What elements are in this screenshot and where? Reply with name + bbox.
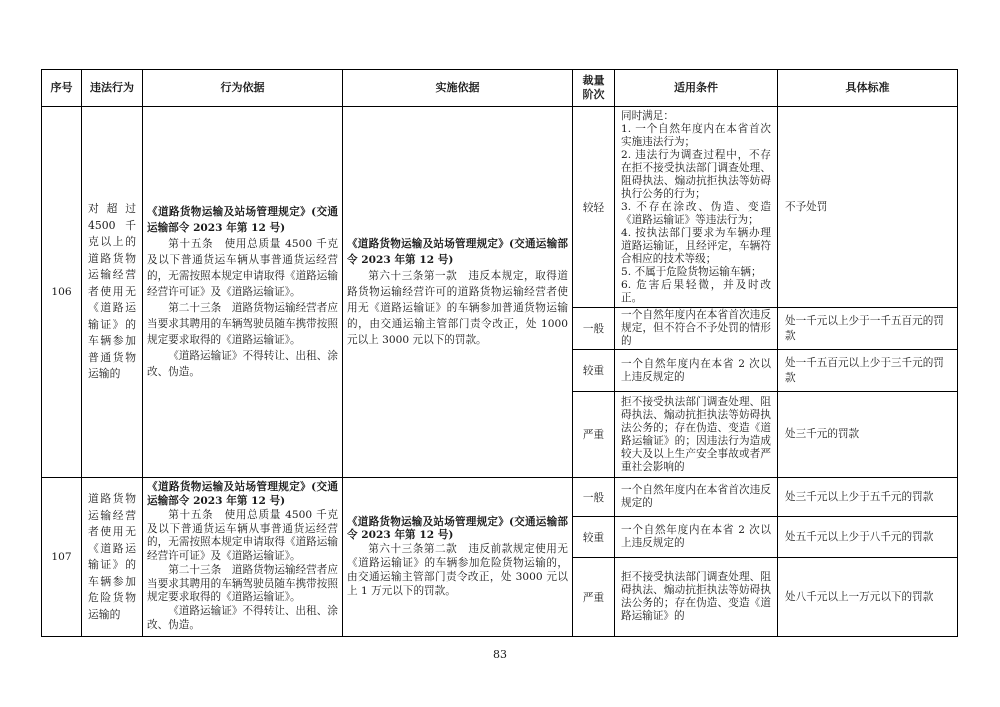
standard-text: 处一千五百元以上少于三千元的罚款: [785, 356, 944, 384]
regulation-title: 《道路货物运输及站场管理规定》(交通运输部令 2023 年第 12 号): [347, 238, 568, 266]
regulation-title: 《道路货物运输及站场管理规定》(交通运输部令 2023 年第 12 号): [147, 206, 338, 234]
header-cell-level: [573, 70, 615, 107]
header-cell-no: [42, 70, 82, 107]
row-107-enforcement: [343, 478, 573, 637]
conditions-text: [615, 484, 777, 510]
header-basis-label: 行为依据: [220, 81, 265, 94]
level-cell: [573, 392, 615, 478]
standard-cell: [778, 107, 958, 308]
level-cell: [573, 517, 615, 558]
row-107-basis: [143, 478, 343, 637]
standard-cell: [778, 308, 958, 350]
row-106-enforcement: [343, 107, 573, 478]
conditions-cell: [615, 350, 778, 392]
condition-line: 一个自然年度内在本省首次违反规定的: [621, 484, 771, 509]
standard-text: 处五千元以上少于八千元的罚款: [785, 530, 934, 543]
conditions-text: [615, 396, 777, 474]
row-106-violation: [82, 107, 143, 478]
conditions-text: [615, 110, 777, 305]
level-cell: [573, 558, 615, 637]
standard-text: 不予处罚: [785, 200, 828, 213]
standard-cell: [778, 558, 958, 637]
level-cell: [573, 478, 615, 517]
level-label: 较重: [582, 365, 605, 377]
violation-text: 道路货物运输经营者使用无《道路运输证》的车辆参加危险货物运输的: [88, 492, 136, 621]
penalty-discretion-table: [41, 69, 958, 637]
level-label: 一般: [582, 323, 605, 335]
header-cell-basis: [143, 70, 343, 107]
condition-line: 一个自然年度内在本省首次违反规定，但不符合不予处罚的情形的: [621, 309, 771, 347]
violation-text: 对超过4500千克以上的道路货物运输经营者使用无《道路运输证》的车辆参加普通货物运输的: [88, 202, 136, 381]
basis-text: [143, 481, 342, 633]
header-level-line1: 裁量: [582, 74, 605, 87]
conditions-cell: [615, 478, 778, 517]
row-number: 107: [51, 551, 72, 563]
conditions-cell: [615, 308, 778, 350]
conditions-text: [615, 524, 777, 550]
level-cell: [573, 107, 615, 308]
condition-line: 拒不接受执法部门调查处理、阻碍执法、煽动抗拒执法等妨碍执法公务的；存在伪造、变造《道路运输证》的；因违法行为造成较大及以上生产安全事故或者严重社会影响的: [621, 395, 771, 473]
basis-paragraph: 第十五条 使用总质量 4500 千克及以下普通货运车辆从事普通货运经营的，无需按照本规定申请取得《道路运输经营许可证》及《道路运输证》。: [147, 238, 338, 298]
level-label: 较重: [582, 531, 605, 544]
conditions-cell: [615, 392, 778, 478]
condition-line: 同时满足：: [621, 109, 674, 122]
header-violation-label: 违法行为: [90, 81, 134, 94]
page-number: 83: [493, 648, 507, 661]
condition-line: 5. 不属于危险货物运输车辆；: [621, 265, 762, 278]
condition-line: 一个自然年度内在本省 2 次以上违反规定的: [621, 524, 771, 549]
conditions-cell: [615, 107, 778, 308]
standard-text: 处三千元的罚款: [785, 428, 860, 440]
header-standard-label: 具体标准: [845, 81, 890, 94]
standard-cell: [778, 478, 958, 517]
enforcement-paragraph: 第六十三条第一款 违反本规定，取得道路货物运输经营许可的道路货物运输经营者使用无《道路运输证》的车辆参加普通货物运输的，由交通运输主管部门责令改正，处 1000 元以上 3000 元以下的罚款。: [347, 270, 568, 346]
condition-line: 1. 一个自然年度内在本省首次实施违法行为；: [621, 122, 771, 148]
standard-text: 处一千元以上少于一千五百元的罚款: [785, 314, 944, 342]
header-cell-standard: [778, 70, 958, 107]
basis-text: [143, 204, 342, 380]
level-cell: [573, 350, 615, 392]
condition-line: 4. 按执法部门要求为车辆办理道路运输证，且经评定，车辆符合相应的技术等级；: [621, 226, 771, 265]
level-label: 一般: [582, 491, 605, 504]
condition-line: 3. 不存在涂改、伪造、变造《道路运输证》等违法行为；: [621, 200, 771, 226]
enforcement-text: [343, 516, 572, 599]
basis-paragraph: 第二十三条 道路货物运输经营者应当要求其聘用的车辆驾驶员随车携带按照规定要求取得的《道路运输证》。: [147, 302, 338, 346]
row-107-no: [42, 478, 82, 637]
level-label: 较轻: [582, 201, 605, 214]
enforcement-paragraph: 第六十三条第二款 违反前款规定使用无《道路运输证》的车辆参加危险货物运输的，由交通运输主管部门责令改正，处 3000 元以上 1 万元以下的罚款。: [347, 543, 568, 597]
standard-cell: [778, 517, 958, 558]
basis-paragraph: 第二十三条 道路货物运输经营者应当要求其聘用的车辆驾驶员随车携带按照规定要求取得的《道路运输证》。: [147, 563, 338, 604]
header-cell-conditions: [615, 70, 778, 107]
standard-text: 处八千元以上一万元以下的罚款: [785, 590, 934, 603]
regulation-title: 《道路货物运输及站场管理规定》(交通运输部令 2023 年第 12 号): [347, 515, 568, 542]
condition-line: 拒不接受执法部门调查处理、阻碍执法、煽动抗拒执法等妨碍执法公务的；存在伪造、变造《道路运输证》的: [621, 571, 771, 622]
basis-paragraph: 《道路运输证》不得转让、出租、涂改、伪造。: [147, 605, 338, 632]
conditions-cell: [615, 517, 778, 558]
conditions-text: [615, 358, 777, 384]
header-level-line2: 阶次: [582, 88, 605, 101]
row-106-no: [42, 107, 82, 478]
row-number: 106: [51, 286, 72, 298]
level-label: 严重: [582, 429, 605, 441]
level-label: 严重: [582, 591, 605, 604]
standard-cell: [778, 350, 958, 392]
header-no-label: 序号: [50, 81, 73, 94]
conditions-text: [615, 309, 777, 348]
header-cell-enforcement: [343, 70, 573, 107]
conditions-text: [615, 571, 777, 623]
standard-cell: [778, 392, 958, 478]
condition-line: 一个自然年度内在本省 2 次以上违反规定的: [621, 357, 771, 383]
basis-paragraph: 第十五条 使用总质量 4500 千克及以下普通货运车辆从事普通货运经营的，无需按照本规定申请取得《道路运输经营许可证》及《道路运输证》。: [147, 508, 338, 563]
row-106-basis: [143, 107, 343, 478]
header-cell-violation: [82, 70, 143, 107]
level-cell: [573, 308, 615, 350]
header-conditions-label: 适用条件: [674, 81, 718, 94]
basis-paragraph: 《道路运输证》不得转让、出租、涂改、伪造。: [147, 350, 338, 378]
standard-text: 处三千元以上少于五千元的罚款: [785, 490, 934, 503]
regulation-title: 《道路货物运输及站场管理规定》(交通运输部令 2023 年第 12 号): [147, 481, 338, 507]
header-enforcement-label: 实施依据: [435, 81, 480, 94]
condition-line: 2. 违法行为调查过程中，不存在拒不接受执法部门调查处理、阻碍执法、煽动抗拒执法等妨碍执行公务的行为；: [621, 148, 771, 200]
conditions-cell: [615, 558, 778, 637]
row-107-violation: [82, 478, 143, 637]
condition-line: 6. 危害后果轻微，并及时改正。: [621, 278, 771, 304]
enforcement-text: [343, 236, 572, 348]
header-level-label: [583, 74, 605, 102]
